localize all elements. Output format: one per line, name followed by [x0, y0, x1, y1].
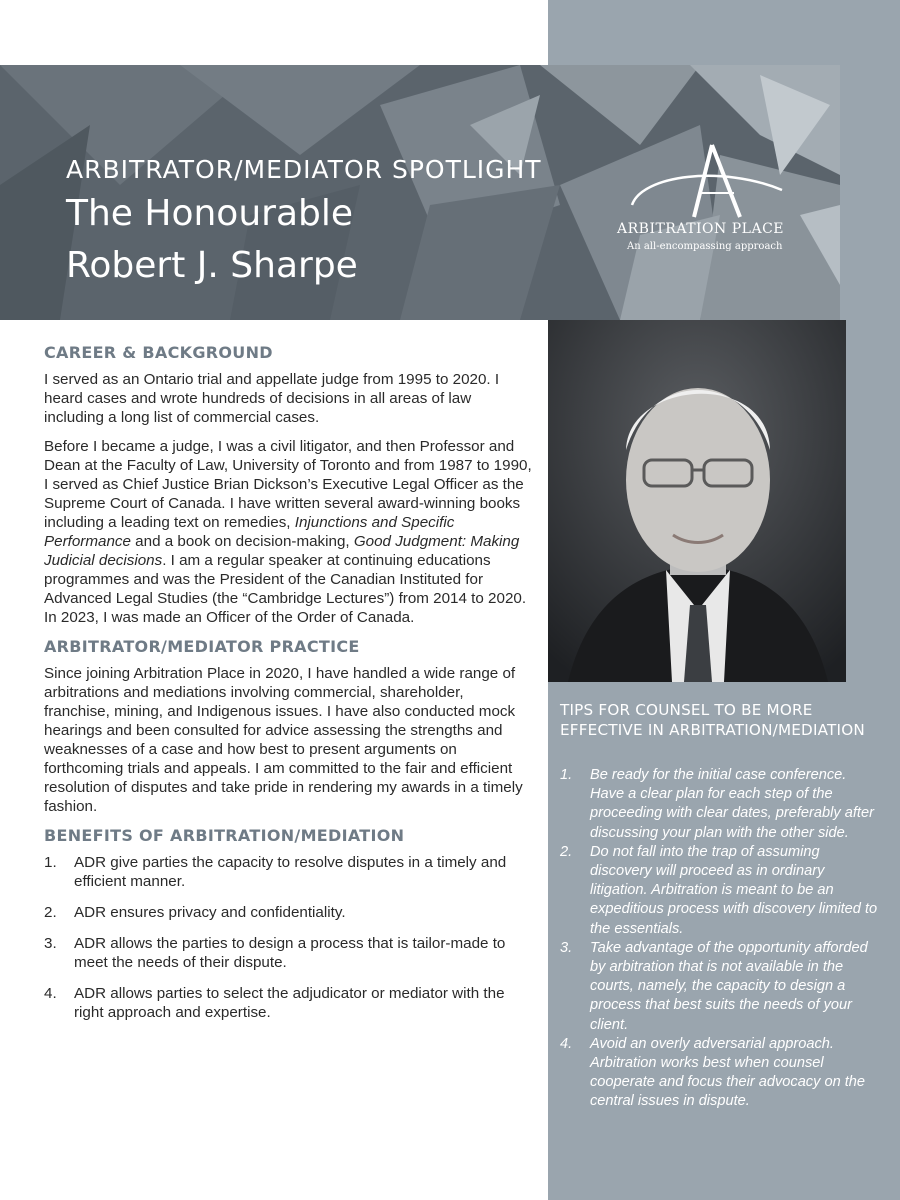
person-name-line2: Robert J. Sharpe [66, 245, 358, 286]
list-number: 4. [44, 985, 57, 1002]
career-paragraph-1: I served as an Ontario trial and appellate judge from 1995 to 2020. I heard cases and wrote hundreds of decisions in all areas of law including a long list of commercial cases. [44, 371, 500, 426]
practice-paragraph: Since joining Arbitration Place in 2020, I have handled a wide range of arbitrations and mediations involving commercial, shareholder, franchise, mining, and Indigenous issues. I have also conducted mock hearings and been consulted for advice assessing the strengths and weaknesses of a case and how best to present arguments on forthcoming trials and appeals. I am committed to the fair and efficient resolution of disputes and take pride in rendering my awards in a timely fashion. [44, 665, 523, 815]
list-text: Be ready for the initial case conference. Have a clear plan for each step of the proceeding with clear dates, preferably after discussing your plan with the other side. [590, 767, 874, 841]
list-item [44, 984, 532, 1022]
career-heading: CAREER & BACKGROUND [44, 343, 273, 362]
header-banner [0, 65, 840, 320]
tips-list [560, 766, 880, 1112]
list-item [44, 853, 532, 891]
arbitration-place-logo-icon [612, 135, 792, 255]
list-text: ADR ensures privacy and confidentiality. [74, 904, 346, 921]
list-item [44, 903, 532, 922]
list-text: ADR allows the parties to design a process that is tailor-made to meet the needs of their dispute. [74, 935, 506, 971]
list-item [44, 934, 532, 972]
list-number: 3. [44, 935, 57, 952]
list-text: Avoid an overly adversarial approach. Arbitration works best when counsel cooperate and focus their advocacy on the central issues in dispute. [590, 1035, 866, 1110]
list-text: ADR give parties the capacity to resolve disputes in a timely and efficient manner. [74, 854, 507, 890]
list-text: Take advantage of the opportunity afforded by arbitration that is not available in the courts, namely, the capacity to design a process that best suits the needs of your client. [590, 939, 868, 1033]
practice-heading: ARBITRATOR/MEDIATOR PRACTICE [44, 637, 360, 656]
logo-name: ARBITRATION PLACE [617, 221, 784, 237]
list-item [560, 766, 880, 843]
logo-tagline: An all-encompassing approach [627, 241, 783, 252]
list-number: 2. [44, 904, 57, 921]
list-number: 4. [560, 1035, 573, 1052]
career-text-a: Before I became a judge, I was a civil litigator, and then Professor and Dean at the Faculty of Law, University of Toronto and from 1987 to 1990, I served as Chief Justice Brian Dickson’s Executive Legal Officer as the Supreme Court of Canada. I have written several award-winning books including a leading text on remedies, [44, 438, 532, 531]
tips-heading: TIPS FOR COUNSEL TO BE MORE EFFECTIVE IN ARBITRATION/MEDIATION [560, 701, 865, 739]
list-text: ADR allows parties to select the adjudicator or mediator with the right approach and expertise. [74, 985, 505, 1021]
list-text: Do not fall into the trap of assuming discovery will proceed as in ordinary litigation. Arbitration is meant to be an expeditious process with discovery limited to the essentials. [590, 843, 878, 937]
list-number: 3. [560, 939, 573, 956]
list-item [560, 843, 880, 939]
main-content-column [44, 343, 532, 1034]
portrait-photo [548, 320, 846, 682]
benefits-list [44, 853, 532, 1022]
list-item [560, 939, 880, 1035]
list-number: 2. [560, 843, 573, 860]
list-item [560, 1035, 880, 1112]
person-name-line1: The Honourable [66, 193, 354, 234]
book-title-injunctions: Injunctions and Specific Performance [44, 514, 455, 550]
hero-text-block [66, 155, 542, 292]
career-text-e: . I am a regular speaker at continuing educations programmes and was the President of the Canadian Instituted for Advanced Legal Studies (the “Cambridge Lectures”) from 2014 to 2020. In 2023, I was made an Officer of the Order of Canada. [44, 552, 527, 626]
list-number: 1. [44, 854, 57, 871]
eyebrow-title: ARBITRATOR/MEDIATOR SPOTLIGHT [66, 155, 542, 184]
book-title-good-judgment: Good Judgment: Making Judicial decisions [44, 533, 520, 569]
benefits-heading: BENEFITS OF ARBITRATION/MEDIATION [44, 826, 405, 845]
list-number: 1. [560, 767, 573, 783]
career-paragraph-2 [44, 437, 532, 627]
career-text-c: and a book on decision-making, [130, 533, 354, 550]
